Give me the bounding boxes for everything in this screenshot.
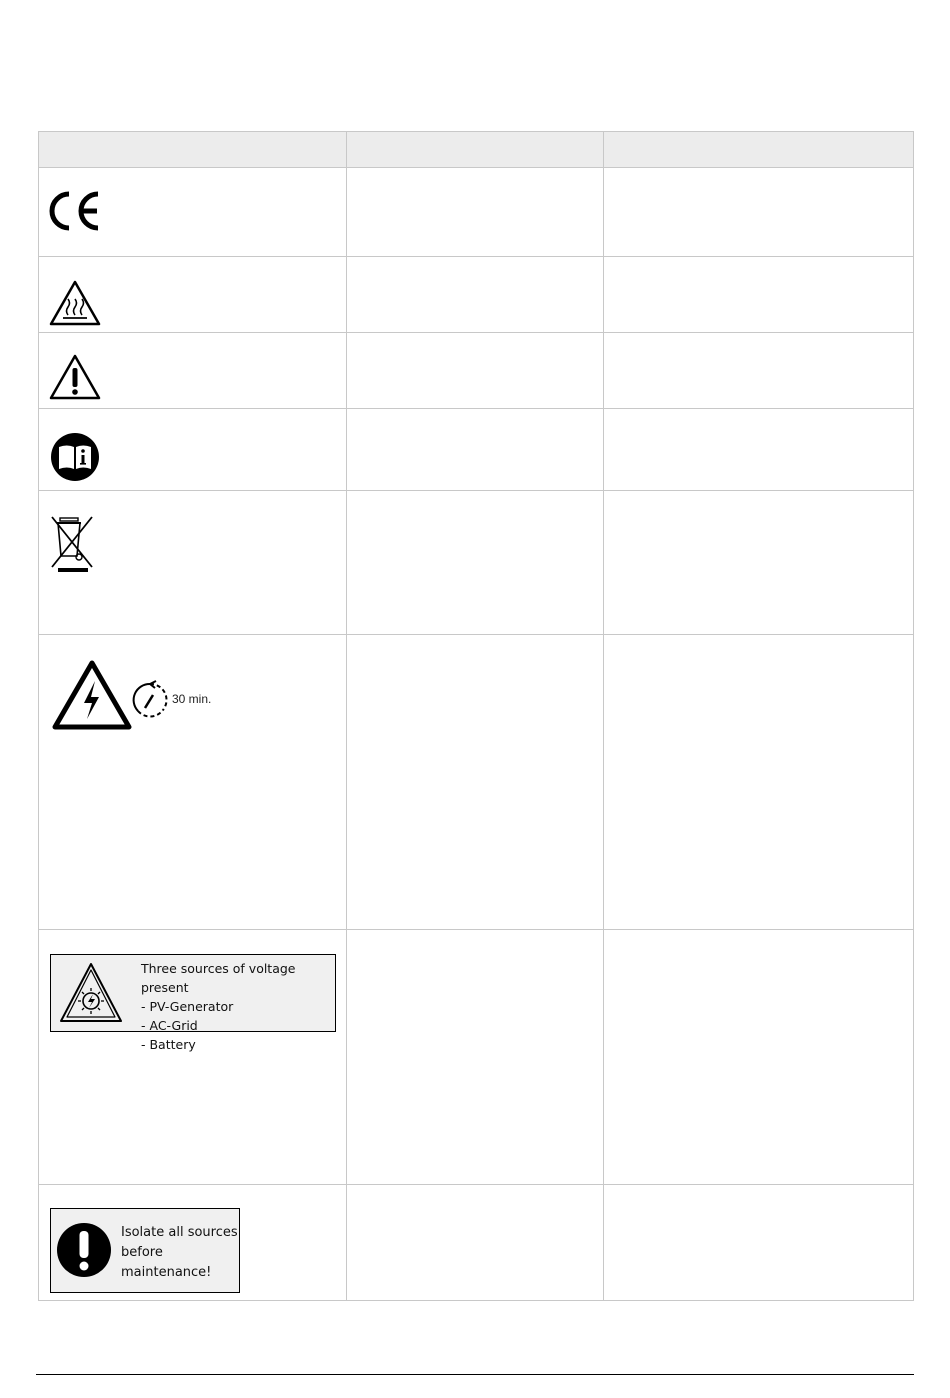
- label-text-block: [141, 959, 335, 1054]
- label-line: before: [121, 1245, 163, 1260]
- isolate-sources-label: [50, 1208, 240, 1293]
- footer-divider: [36, 1374, 914, 1375]
- note-cell: [604, 635, 914, 930]
- label-line: - AC-Grid: [141, 1018, 198, 1033]
- general-warning-icon: [48, 353, 102, 401]
- note-cell: [604, 333, 914, 409]
- note-cell: [604, 1185, 914, 1301]
- mandatory-exclamation-icon: [56, 1222, 112, 1278]
- table-row: [39, 333, 914, 409]
- description-cell: [347, 257, 604, 333]
- description-cell: [347, 168, 604, 257]
- table-header-row: [39, 132, 914, 168]
- note-cell: [604, 491, 914, 635]
- header-symbol: [39, 132, 347, 168]
- table-row: [39, 257, 914, 333]
- table-row: [39, 930, 914, 1185]
- symbol-cell: [39, 409, 347, 491]
- symbol-cell: [39, 491, 347, 635]
- label-line: - Battery: [141, 1037, 196, 1052]
- electric-shock-warning-icon: [51, 659, 133, 731]
- description-cell: [347, 409, 604, 491]
- description-cell: [347, 1185, 604, 1301]
- note-cell: [604, 930, 914, 1185]
- label-text-block: [121, 1223, 238, 1283]
- label-line: - PV-Generator: [141, 999, 234, 1014]
- symbol-cell: [39, 1185, 347, 1301]
- label-line: Three sources of voltage present: [141, 961, 296, 995]
- table-row: [39, 168, 914, 257]
- label-line: maintenance!: [121, 1265, 212, 1280]
- table-row: [39, 635, 914, 930]
- solar-voltage-warning-icon: [57, 961, 125, 1025]
- table-row: [39, 409, 914, 491]
- note-cell: [604, 409, 914, 491]
- header-description: [347, 132, 604, 168]
- hot-surface-warning-icon: [48, 279, 102, 327]
- description-cell: [347, 333, 604, 409]
- description-cell: [347, 930, 604, 1185]
- note-cell: [604, 257, 914, 333]
- symbol-cell: [39, 168, 347, 257]
- ce-mark-icon: [48, 190, 102, 232]
- symbol-cell: [39, 333, 347, 409]
- description-cell: [347, 491, 604, 635]
- discharge-time-label: 30 min.: [172, 692, 212, 706]
- table-row: [39, 491, 914, 635]
- symbol-cell: [39, 257, 347, 333]
- note-cell: [604, 168, 914, 257]
- symbol-cell: [39, 930, 347, 1185]
- discharge-timer-icon: [130, 680, 170, 720]
- three-sources-voltage-label: [50, 954, 336, 1052]
- table-row: [39, 1185, 914, 1301]
- label-line: Isolate all sources: [121, 1225, 238, 1240]
- symbols-table: [38, 131, 914, 1301]
- description-cell: [347, 635, 604, 930]
- header-note: [604, 132, 914, 168]
- read-manual-icon: [50, 432, 100, 482]
- symbol-cell: [39, 635, 347, 930]
- weee-crossed-bin-icon: [50, 515, 100, 575]
